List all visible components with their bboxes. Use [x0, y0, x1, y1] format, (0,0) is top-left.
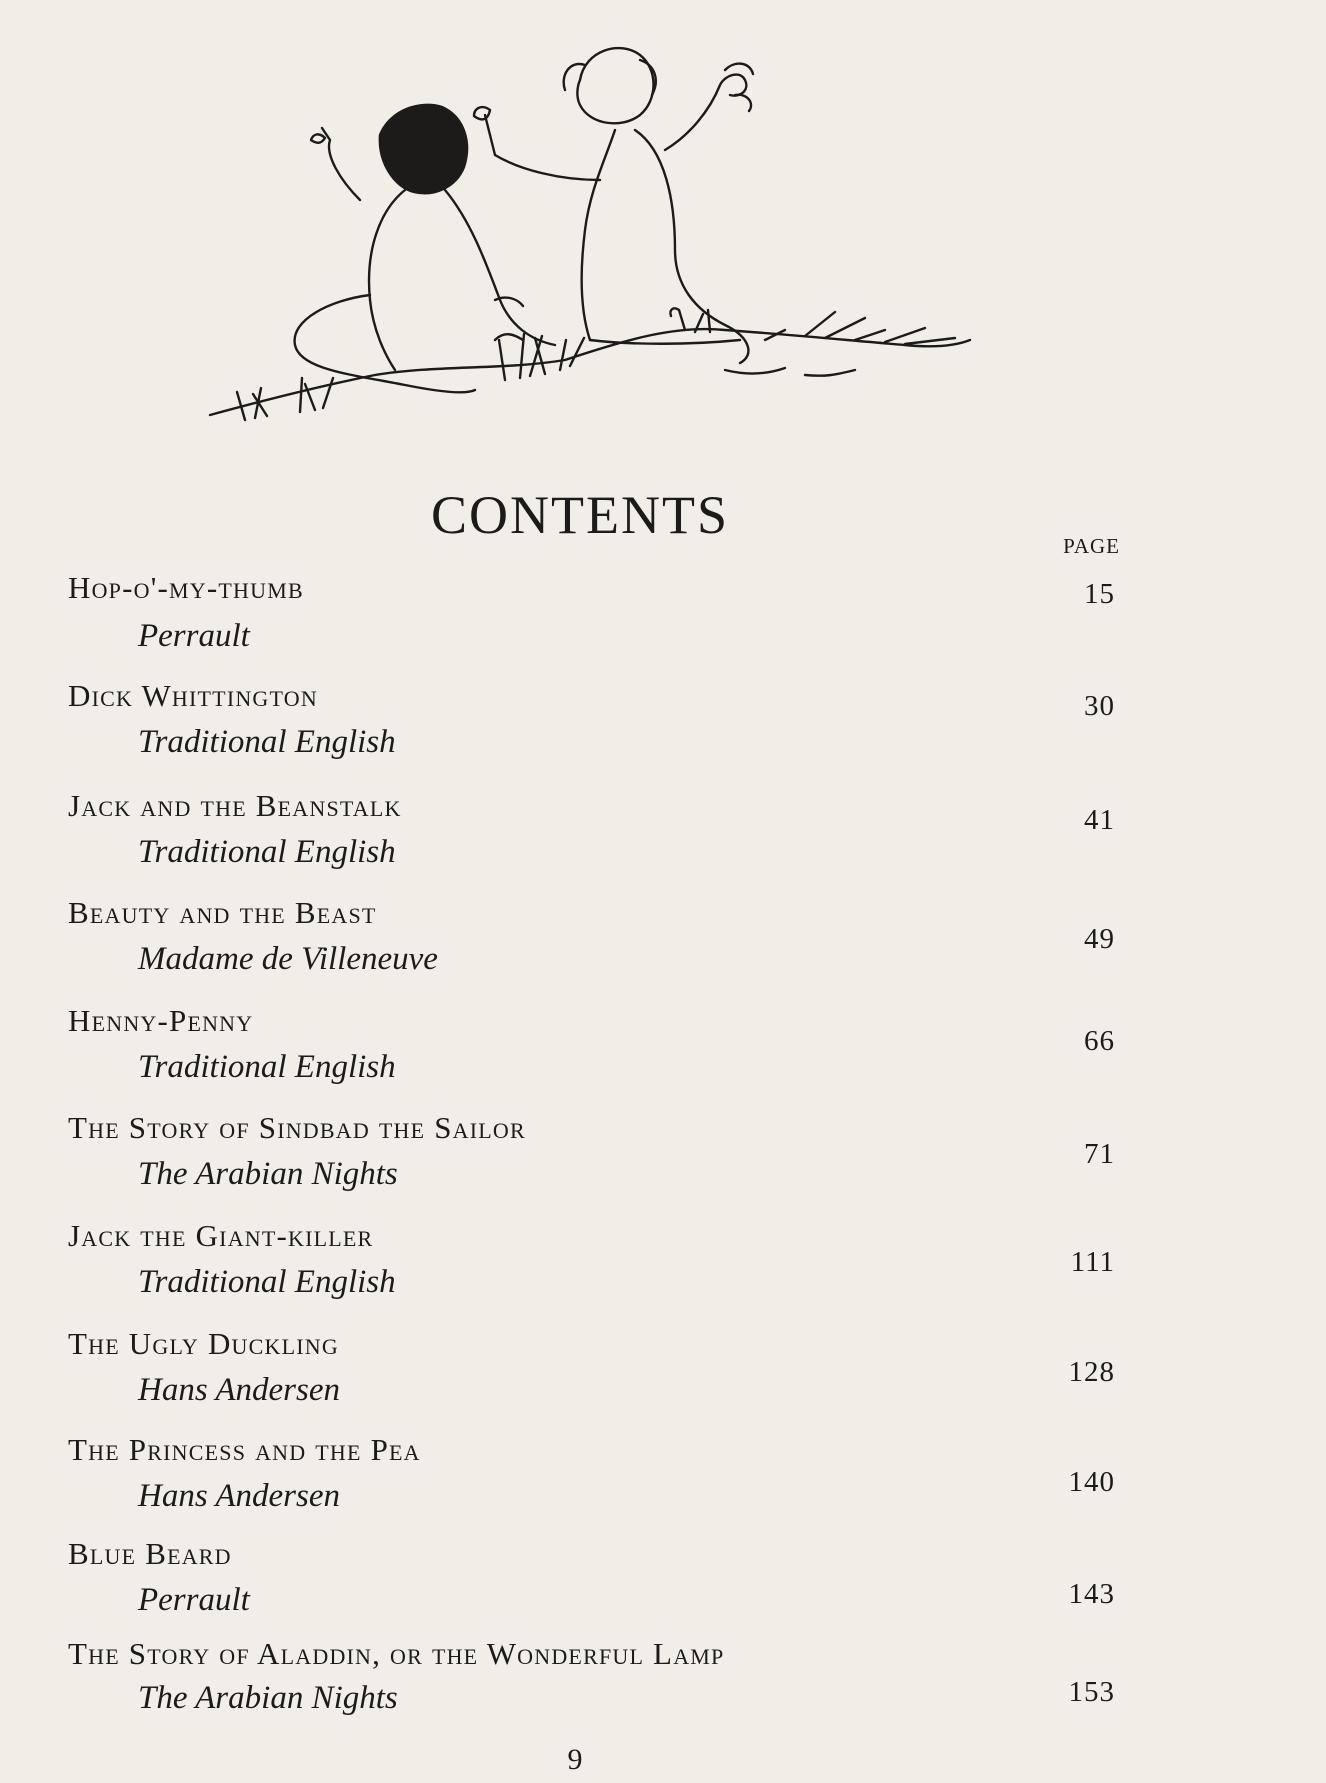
- children-illustration-icon: [205, 40, 975, 440]
- story-author: The Arabian Nights: [138, 1680, 398, 1716]
- folio-page-number: 9: [567, 1743, 583, 1776]
- toc-entry[interactable]: [0, 678, 1326, 778]
- page-number: 140: [1068, 1466, 1115, 1498]
- story-author: Traditional English: [138, 1264, 396, 1300]
- page-number: 49: [1084, 923, 1115, 955]
- story-title[interactable]: Beauty and the Beast: [68, 895, 377, 930]
- story-title[interactable]: Hop-o'-my-thumb: [68, 570, 304, 605]
- page-number: 111: [1070, 1246, 1115, 1278]
- page-number: 15: [1084, 578, 1115, 610]
- page-number: 143: [1068, 1578, 1115, 1610]
- page-number: 128: [1068, 1356, 1115, 1388]
- story-title[interactable]: Blue Beard: [68, 1536, 232, 1571]
- story-author: Hans Andersen: [138, 1372, 340, 1408]
- story-author: Traditional English: [138, 834, 396, 870]
- toc-entry[interactable]: [0, 1536, 1326, 1636]
- toc-entry[interactable]: [0, 788, 1326, 888]
- page-number: 71: [1084, 1138, 1115, 1170]
- toc-entry[interactable]: [0, 1326, 1326, 1426]
- story-author: Traditional English: [138, 724, 396, 760]
- story-title[interactable]: Jack and the Beanstalk: [68, 788, 402, 823]
- story-title[interactable]: The Princess and the Pea: [68, 1432, 421, 1467]
- story-author: Perrault: [138, 1582, 250, 1618]
- toc-entry[interactable]: [0, 1432, 1326, 1532]
- toc-entry[interactable]: [0, 570, 1326, 670]
- toc-entry[interactable]: [0, 1636, 1326, 1736]
- story-author: Madame de Villeneuve: [138, 941, 438, 977]
- contents-heading: CONTENTS: [431, 485, 729, 545]
- page-column-label: PAGE: [1063, 534, 1120, 558]
- story-title[interactable]: The Story of Aladdin, or the Wonderful Lamp: [68, 1636, 725, 1671]
- story-title[interactable]: Henny-Penny: [68, 1003, 254, 1038]
- story-title[interactable]: Dick Whittington: [68, 678, 318, 713]
- toc-entry[interactable]: [0, 1218, 1326, 1318]
- page-number: 41: [1084, 804, 1115, 836]
- toc-entry[interactable]: [0, 895, 1326, 995]
- story-author: The Arabian Nights: [138, 1156, 398, 1192]
- toc-entry[interactable]: [0, 1110, 1326, 1210]
- toc-entry[interactable]: [0, 1003, 1326, 1103]
- page-number: 66: [1084, 1025, 1115, 1057]
- story-author: Traditional English: [138, 1049, 396, 1085]
- story-title[interactable]: The Story of Sindbad the Sailor: [68, 1110, 526, 1145]
- page-number: 30: [1084, 690, 1115, 722]
- story-author: Hans Andersen: [138, 1478, 340, 1514]
- story-author: Perrault: [138, 618, 250, 654]
- page-number: 153: [1068, 1676, 1115, 1708]
- story-title[interactable]: The Ugly Duckling: [68, 1326, 339, 1361]
- story-title[interactable]: Jack the Giant-killer: [68, 1218, 374, 1253]
